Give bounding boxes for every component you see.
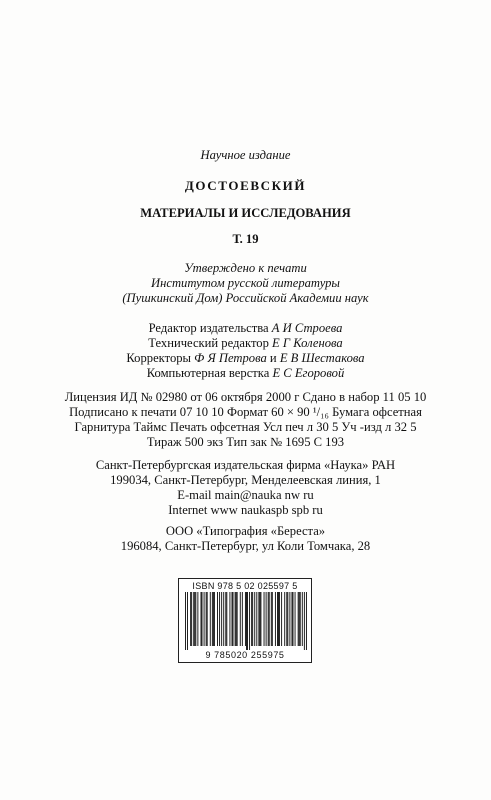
credit-name: Ф Я Петрова — [194, 351, 267, 365]
book-title: ДОСТОЕВСКИЙ — [184, 178, 307, 193]
print-data-line: Тираж 500 экз Тип зак № 1695 С 193 — [146, 435, 345, 449]
publisher-block — [0, 458, 491, 518]
isbn-barcode — [178, 578, 312, 663]
print-data-line: Гарнитура Таймс Печать офсетная Усл печ л 30 5 Уч -изд л 32 5 — [74, 420, 417, 434]
print-data-line: Подписано к печати 07 10 10 Формат 60 × 90 ¹/₁₆ Бумага офсетная — [69, 405, 422, 419]
credit-editor — [0, 321, 491, 336]
credit-layout — [0, 366, 491, 381]
credit-label: Технический редактор — [148, 336, 269, 350]
credit-tech-editor — [0, 336, 491, 351]
credits-block — [0, 321, 491, 381]
isbn-number: ISBN 978 5 02 025597 5 — [192, 581, 298, 591]
barcode-bars-icon — [185, 592, 307, 650]
credit-name: Е В Шестакова — [279, 351, 365, 365]
credit-name: Е С Егоровой — [272, 366, 345, 380]
approval-line: (Пушкинский Дом) Российской Академии наук — [122, 291, 369, 305]
print-data-block — [0, 390, 491, 450]
book-subtitle: МАТЕРИАЛЫ И ИССЛЕДОВАНИЯ — [140, 206, 351, 220]
credit-conjunction: и — [269, 351, 277, 365]
credit-label: Редактор издательства — [148, 321, 269, 335]
printer-name: ООО «Типография «Береста» — [165, 524, 326, 538]
credit-label: Корректоры — [126, 351, 192, 365]
publisher-email: E-mail main@nauka nw ru — [177, 488, 314, 502]
credit-label: Компьютерная верстка — [146, 366, 270, 380]
print-data-line: Лицензия ИД № 02980 от 06 октября 2000 г Сдано в набор 11 05 10 — [64, 390, 427, 404]
publisher-address: 199034, Санкт-Петербург, Менделеевская линия, 1 — [110, 473, 381, 487]
credit-name: А И Строева — [271, 321, 343, 335]
approval-line: Утверждено к печати — [184, 261, 307, 275]
approval-block — [0, 261, 491, 306]
volume-number: Т. 19 — [232, 232, 259, 246]
printer-block — [0, 524, 491, 554]
publisher-name: Санкт-Петербургская издательская фирма «Наука» РАН — [95, 458, 396, 472]
printer-address: 196084, Санкт-Петербург, ул Коли Томчака, 28 — [120, 539, 371, 553]
credit-proofreaders — [0, 351, 491, 366]
publisher-internet: Internet www naukaspb spb ru — [168, 503, 323, 517]
ean-digits: 9 785020 255975 — [205, 650, 285, 660]
approval-line: Институтом русской литературы — [151, 276, 340, 290]
credit-name: Е Г Коленова — [272, 336, 343, 350]
edition-type: Научное издание — [200, 148, 291, 162]
